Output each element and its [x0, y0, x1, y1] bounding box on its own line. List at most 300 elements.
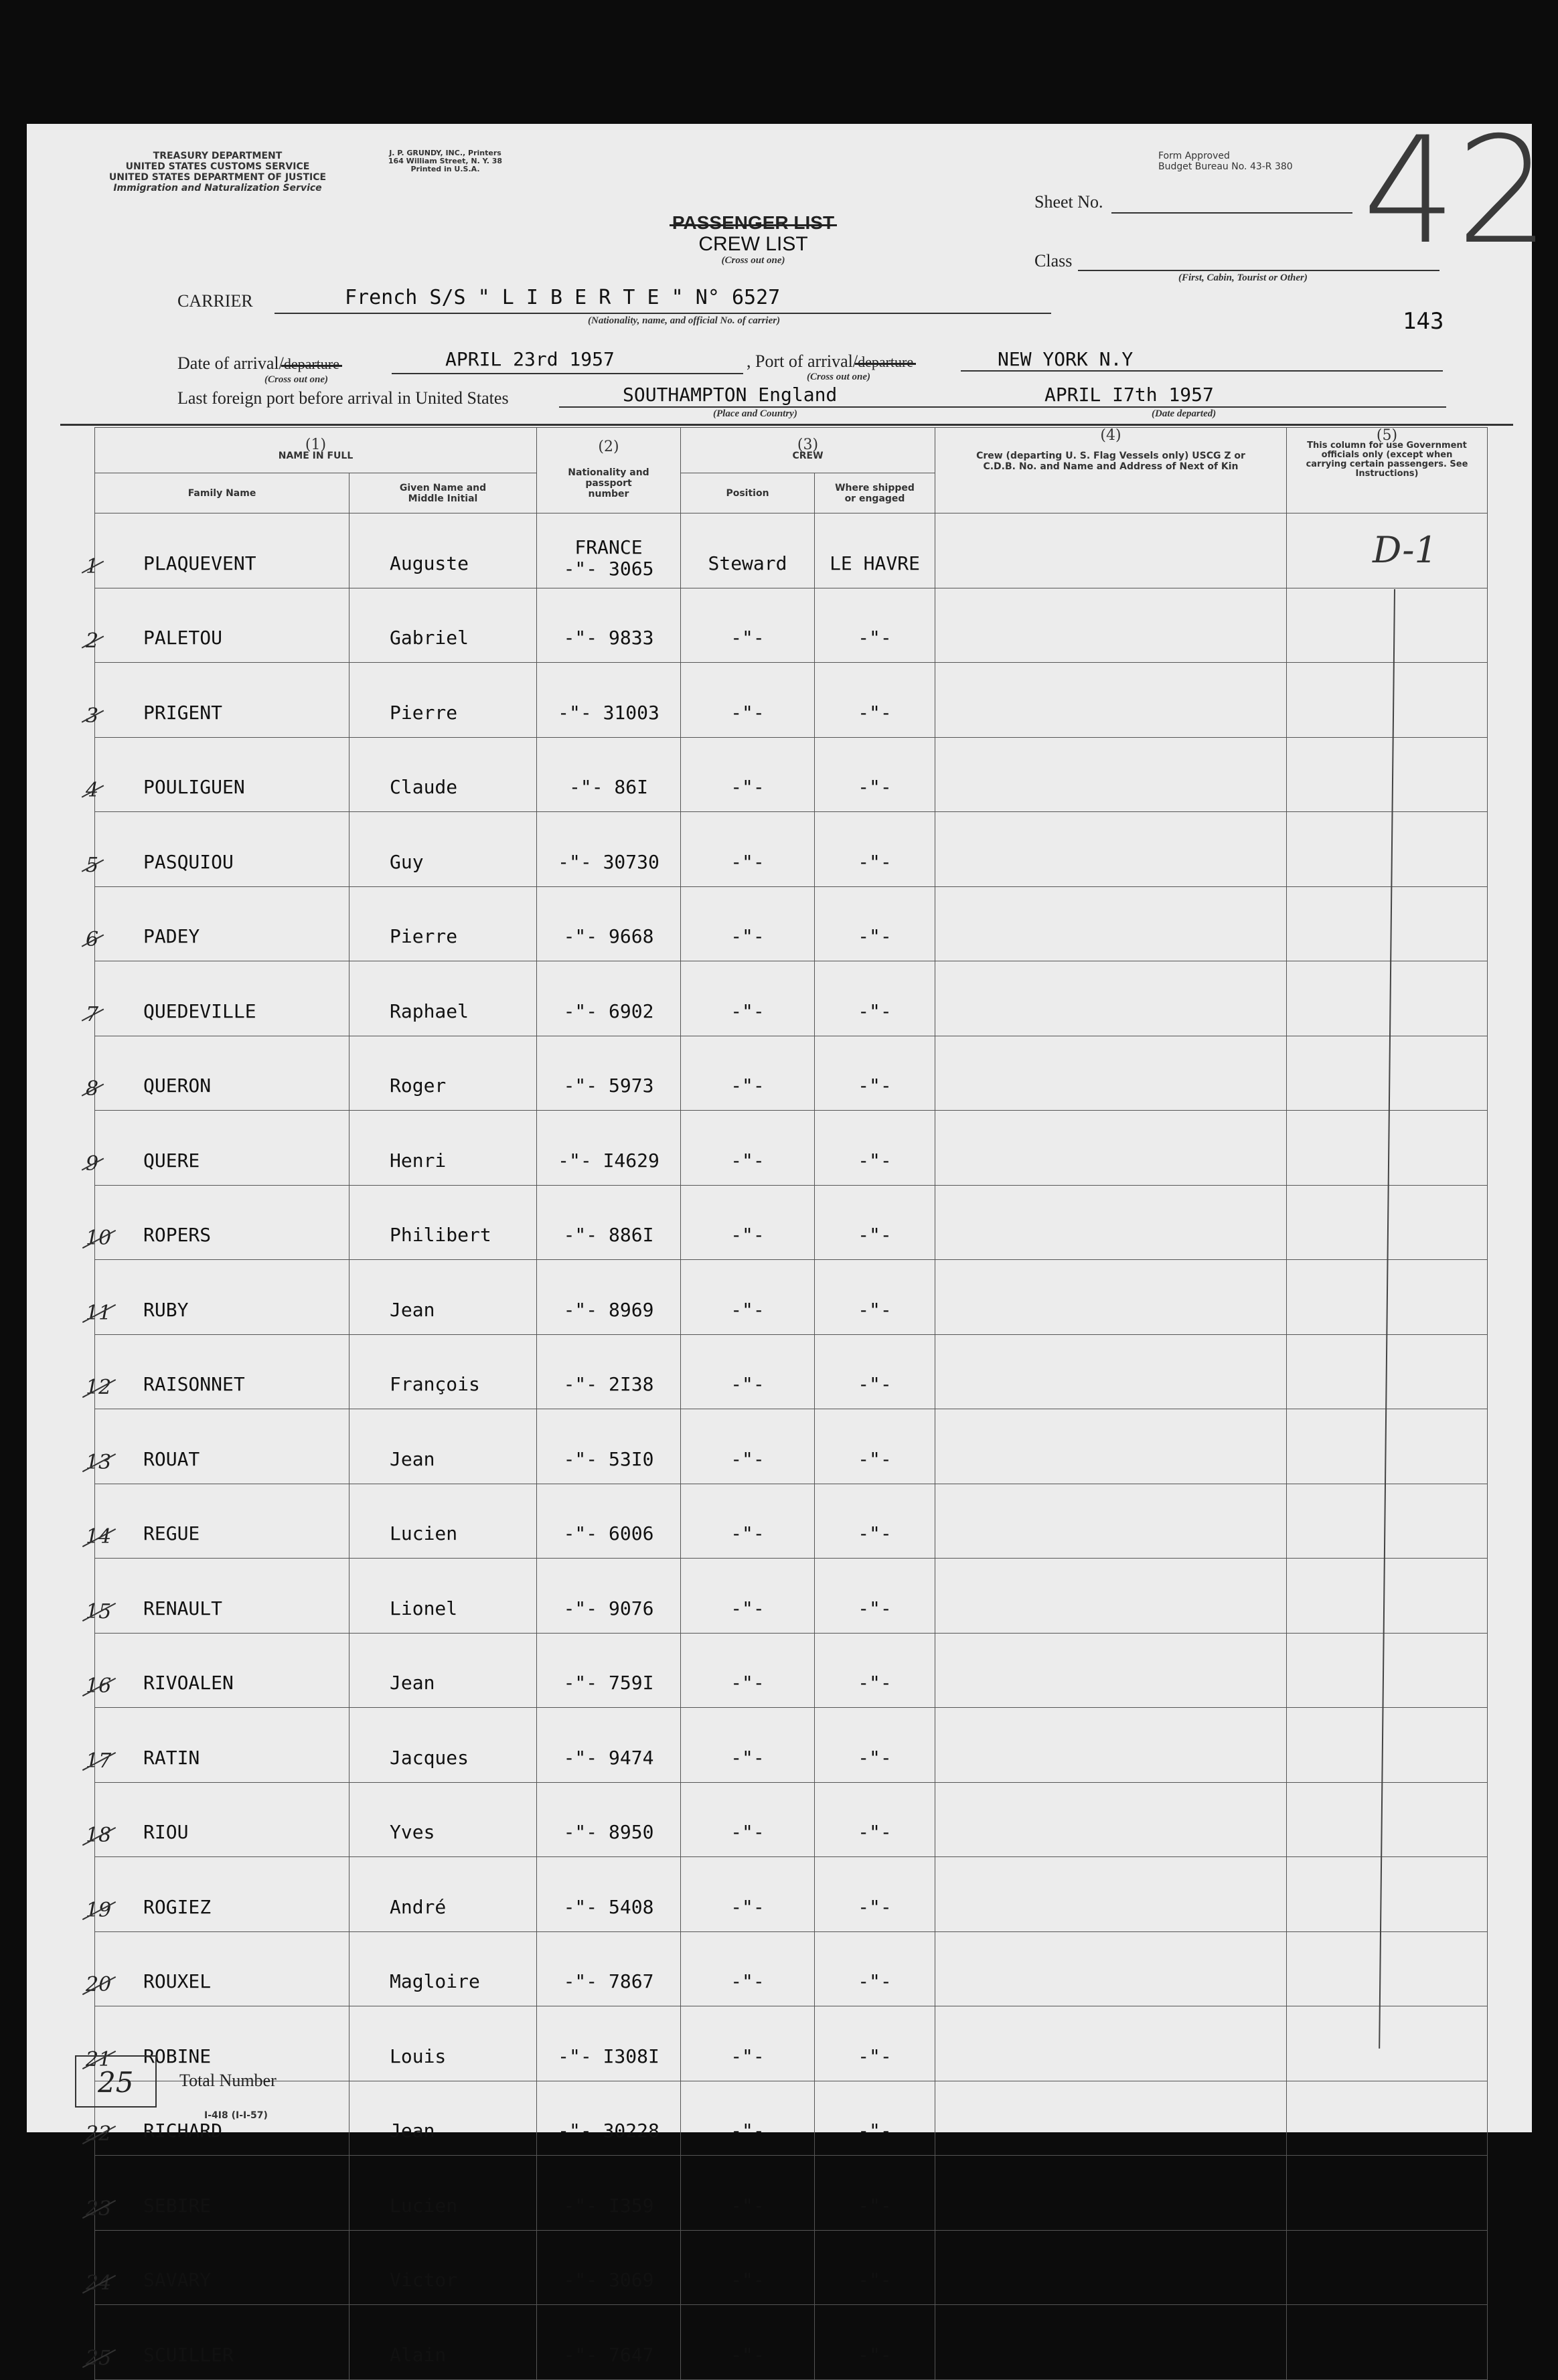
row-number: 24 [86, 2272, 112, 2295]
given-name-cell: Alain [349, 2305, 537, 2380]
family-name: ROBINE [143, 2045, 212, 2067]
passport-number: -"- 7867 [563, 1970, 654, 1992]
col2-num: (2) [598, 438, 619, 455]
position-cell: -"- [681, 886, 815, 961]
cross-out-caption: (Cross out one) [721, 255, 785, 266]
passport-cell [537, 1111, 681, 1186]
family-name-cell [86, 1708, 349, 1783]
position-cell: Steward [681, 513, 815, 588]
passport-number: -"- 31003 [558, 701, 659, 724]
given-name-cell: Jean [349, 1260, 537, 1335]
family-name: RIOU [143, 1821, 189, 1843]
family-name-cell [86, 737, 349, 812]
next-of-kin-cell [935, 1260, 1287, 1335]
position-cell: -"- [681, 737, 815, 812]
passport-number: -"- 30730 [558, 850, 659, 873]
shipped-cell: -"- [815, 886, 935, 961]
passport-number: -"- I359 [563, 2194, 654, 2217]
passport-number: -"- 8950 [563, 1821, 654, 1843]
printer-block [375, 149, 516, 173]
shipped-header-text: Where shipped or engaged [835, 482, 915, 504]
family-name-cell [86, 1559, 349, 1634]
passport-number: -"- 9076 [563, 1597, 654, 1619]
row-number: 22 [86, 2122, 112, 2146]
family-name: SCUILLER [143, 2343, 234, 2366]
table-row [95, 1036, 1488, 1111]
given-name-cell: Lucien [349, 1484, 537, 1559]
table-row [95, 2081, 1488, 2156]
table-row [95, 886, 1488, 961]
total-value: 25 [98, 2066, 134, 2099]
form-approved: Form Approved [1158, 151, 1230, 161]
passport-cell [537, 1559, 681, 1634]
header-rule [60, 424, 1513, 426]
position-cell: -"- [681, 1334, 815, 1409]
last-port-value: SOUTHAMPTON England [623, 384, 838, 406]
officials-cell [1287, 2156, 1488, 2231]
position-cell: -"- [681, 2305, 815, 2380]
passport-cell [537, 2006, 681, 2081]
table-row [95, 1111, 1488, 1186]
nationality: FRANCE [574, 536, 643, 558]
passport-number: -"- 5973 [563, 1075, 654, 1097]
position-cell: -"- [681, 663, 815, 738]
family-name: RUBY [143, 1298, 189, 1321]
passport-number: -"- 759I [563, 1672, 654, 1694]
family-name-cell [86, 1782, 349, 1857]
family-name: PADEY [143, 925, 200, 947]
next-of-kin-cell [935, 1111, 1287, 1186]
next-of-kin-cell [935, 961, 1287, 1036]
passport-cell [537, 2156, 681, 2231]
shipped-cell: -"- [815, 1185, 935, 1260]
passport-cell [537, 2305, 681, 2380]
family-name: PALETOU [143, 627, 223, 649]
family-name-cell [86, 1931, 349, 2006]
next-of-kin-cell [935, 2081, 1287, 2156]
next-of-kin-cell [935, 1857, 1287, 1932]
given-name-cell: Raphael [349, 961, 537, 1036]
passport-cell [537, 1260, 681, 1335]
given-name-cell: Henri [349, 1111, 537, 1186]
printer-line: Printed in U.S.A. [410, 165, 480, 173]
table-row [95, 1782, 1488, 1857]
position-cell: -"- [681, 1633, 815, 1708]
officials-cell [1287, 1111, 1488, 1186]
family-name: REGUE [143, 1522, 200, 1544]
passport-cell [537, 2081, 681, 2156]
given-name-cell: Pierre [349, 886, 537, 961]
position-cell: -"- [681, 588, 815, 663]
passport-cell [537, 1484, 681, 1559]
officials-cell [1287, 663, 1488, 738]
officials-cell [1287, 1559, 1488, 1634]
given-name-header [349, 473, 537, 513]
passport-cell [537, 1334, 681, 1409]
date-value: APRIL 23rd 1957 [445, 348, 615, 370]
family-name: ROGIEZ [143, 1895, 212, 1918]
shipped-cell: -"- [815, 812, 935, 887]
family-name-cell [86, 1857, 349, 1932]
table-row [95, 1185, 1488, 1260]
date-label-text: Date of arrival/ [177, 353, 284, 373]
row-number: 21 [86, 2047, 112, 2071]
row-number: 11 [86, 1301, 112, 1325]
shipped-cell: -"- [815, 2305, 935, 2380]
family-name-cell [86, 588, 349, 663]
officials-cell [1287, 1708, 1488, 1783]
shipped-cell: -"- [815, 737, 935, 812]
family-name: RATIN [143, 1746, 200, 1769]
shipped-cell: -"- [815, 1782, 935, 1857]
family-name-cell [86, 1633, 349, 1708]
passport-number: -"- 9668 [563, 925, 654, 947]
table-row [95, 1559, 1488, 1634]
position-header: Position [681, 473, 815, 513]
position-cell: -"- [681, 1185, 815, 1260]
next-of-kin-cell [935, 812, 1287, 887]
table-row [95, 2006, 1488, 2081]
position-cell: -"- [681, 1111, 815, 1186]
family-name: QUERE [143, 1149, 200, 1172]
row-number: 7 [86, 1002, 99, 1026]
shipped-cell: LE HAVRE [815, 513, 935, 588]
last-port-label: Last foreign port before arrival in United States [177, 388, 509, 408]
total-label: Total Number [179, 2071, 277, 2090]
family-name-cell [86, 1260, 349, 1335]
passport-cell [537, 513, 681, 588]
row-number: 15 [86, 1599, 112, 1623]
col2-title: Nationality and passport number [568, 467, 649, 499]
family-name: PASQUIOU [143, 850, 234, 873]
port-caption: (Cross out one) [807, 372, 871, 382]
carrier-value: French S/S " L I B E R T E " N° 6527 [345, 286, 781, 309]
col4-num: (4) [1100, 427, 1121, 444]
table-row [95, 2230, 1488, 2305]
carrier-label: CARRIER [177, 291, 253, 311]
agency-line: UNITED STATES DEPARTMENT OF JUSTICE [108, 172, 327, 183]
passport-cell [537, 588, 681, 663]
passport-cell [537, 737, 681, 812]
budget-bureau: Budget Bureau No. 43-R 380 [1158, 161, 1293, 172]
date-crossed: departure [283, 355, 339, 372]
given-name-cell: Jean [349, 2081, 537, 2156]
last-port-caption: (Place and Country) [713, 408, 797, 419]
next-of-kin-cell [935, 1185, 1287, 1260]
sheet-number: 42 [1362, 105, 1550, 276]
shipped-cell: -"- [815, 1260, 935, 1335]
family-name-cell [86, 2156, 349, 2231]
agency-block [57, 151, 378, 193]
given-name-cell: Jean [349, 1633, 537, 1708]
officials-cell [1287, 1036, 1488, 1111]
family-name-cell [86, 1111, 349, 1186]
family-name: QUEDEVILLE [143, 1000, 256, 1022]
family-name-cell [86, 1484, 349, 1559]
given-name-cell: François [349, 1334, 537, 1409]
col5-num: (5) [1376, 427, 1398, 444]
port-crossed: departure [858, 353, 914, 370]
family-name-header: Family Name [95, 473, 349, 513]
officials-header [1287, 428, 1488, 513]
row-number: 18 [86, 1824, 112, 1847]
passport-cell [537, 1185, 681, 1260]
table-row [95, 1857, 1488, 1932]
next-of-kin-cell [935, 1559, 1287, 1634]
position-cell: -"- [681, 1260, 815, 1335]
next-of-kin-cell [935, 1484, 1287, 1559]
col1-title: NAME IN FULL [278, 450, 354, 461]
officials-cell [1287, 1782, 1488, 1857]
officials-cell [1287, 961, 1488, 1036]
passport-cell [537, 1409, 681, 1484]
given-name-cell: Louis [349, 2006, 537, 2081]
printer-line: 164 William Street, N. Y. 38 [388, 157, 503, 165]
row-number: 2 [86, 629, 99, 653]
next-of-kin-cell [935, 2006, 1287, 2081]
officials-cell [1287, 1931, 1488, 2006]
table-row [95, 1633, 1488, 1708]
passport-cell [537, 1782, 681, 1857]
family-name-cell [86, 663, 349, 738]
passport-number: -"- 86I [568, 776, 648, 798]
date-line [392, 373, 743, 374]
passport-number: -"- I4629 [558, 1149, 659, 1172]
port-label-text: , [747, 351, 755, 371]
sheet-label: Sheet No. [1034, 192, 1103, 212]
position-cell: -"- [681, 1782, 815, 1857]
passport-number: -"- 8969 [563, 1298, 654, 1321]
next-of-kin-header [935, 428, 1287, 513]
next-of-kin-cell [935, 588, 1287, 663]
officials-cell [1287, 737, 1488, 812]
shipped-cell: -"- [815, 1111, 935, 1186]
family-name-cell [86, 513, 349, 588]
page-number: 143 [1403, 308, 1444, 335]
officials-cell [1287, 2230, 1488, 2305]
passport-cell [537, 1931, 681, 2006]
family-name-cell [86, 2230, 349, 2305]
port-value: NEW YORK N.Y [998, 348, 1134, 370]
shipped-cell: -"- [815, 663, 935, 738]
last-port-line [559, 406, 1008, 408]
family-name: SAVARY [143, 2269, 212, 2291]
agency-line: Immigration and Naturalization Service [113, 183, 322, 193]
table-row [95, 2156, 1488, 2231]
date-label [177, 353, 339, 374]
passport-number: -"- 6902 [563, 1000, 654, 1022]
family-name: PRIGENT [143, 701, 223, 724]
officials-cell [1287, 1409, 1488, 1484]
shipped-cell: -"- [815, 1334, 935, 1409]
next-of-kin-cell [935, 2230, 1287, 2305]
officials-cell [1287, 1857, 1488, 1932]
given-name-cell: Claude [349, 737, 537, 812]
shipped-cell: -"- [815, 1036, 935, 1111]
family-name: RENAULT [143, 1597, 223, 1619]
given-name-cell: Lionel [349, 1559, 537, 1634]
shipped-cell: -"- [815, 1857, 935, 1932]
position-cell: -"- [681, 2156, 815, 2231]
crew-header [681, 428, 935, 473]
header-row-1 [95, 428, 1488, 473]
family-name: PLAQUEVENT [143, 552, 256, 574]
next-of-kin-cell [935, 1334, 1287, 1409]
given-name-cell: André [349, 1857, 537, 1932]
sheet-line [1111, 212, 1352, 214]
row-number: 5 [86, 853, 99, 877]
row-number: 20 [86, 1973, 112, 1996]
row-number: 3 [86, 704, 99, 728]
next-of-kin-cell [935, 1931, 1287, 2006]
row-number: 8 [86, 1077, 99, 1101]
departed-caption: (Date departed) [1152, 408, 1217, 419]
given-name-cell: Guy [349, 812, 537, 887]
date-caption: (Cross out one) [264, 374, 329, 385]
printer-line: J. P. GRUNDY, INC., Printers [389, 149, 501, 157]
row-number: 17 [86, 1749, 112, 1773]
departed-line [984, 406, 1446, 408]
row-number: 4 [86, 779, 99, 802]
given-name-cell: Lucien [349, 2156, 537, 2231]
passport-number: -"- 7647 [563, 2343, 654, 2366]
passport-number: -"- 3065 [563, 557, 654, 580]
family-name: ROPERS [143, 1224, 212, 1246]
table-row [95, 663, 1488, 738]
passport-number: -"- 9833 [563, 627, 654, 649]
shipped-header [815, 473, 935, 513]
column5-mark: D-1 [1373, 529, 1437, 571]
passport-number: -"- 6006 [563, 1522, 654, 1544]
passport-cell [537, 1633, 681, 1708]
passenger-list-crossed: PASSENGER LIST [672, 212, 835, 233]
family-name: ROUXEL [143, 1970, 212, 1992]
family-name-cell [86, 2305, 349, 2380]
family-name: SEBIRE [143, 2194, 212, 2217]
port-label-main: Port of arrival/ [755, 351, 858, 371]
class-caption: (First, Cabin, Tourist or Other) [1178, 272, 1308, 283]
next-of-kin-cell [935, 1782, 1287, 1857]
officials-cell [1287, 2081, 1488, 2156]
family-name: ROUAT [143, 1447, 200, 1470]
given-name-cell: Jean [349, 1409, 537, 1484]
family-name-cell [86, 1334, 349, 1409]
table-row [95, 1409, 1488, 1484]
next-of-kin-cell [935, 513, 1287, 588]
shipped-cell: -"- [815, 1484, 935, 1559]
row-number: 25 [86, 2346, 112, 2370]
officials-cell [1287, 2006, 1488, 2081]
position-cell: -"- [681, 1484, 815, 1559]
given-name-cell: Philibert [349, 1185, 537, 1260]
family-name: QUERON [143, 1075, 212, 1097]
class-label: Class [1034, 251, 1073, 270]
table-row [95, 961, 1488, 1036]
family-name-cell [86, 1409, 349, 1484]
passport-number: -"- 886I [563, 1224, 654, 1246]
shipped-cell: -"- [815, 1931, 935, 2006]
table-row [95, 812, 1488, 887]
name-in-full-header [95, 428, 537, 473]
given-name-cell: Victor [349, 2230, 537, 2305]
shipped-cell: -"- [815, 2081, 935, 2156]
position-cell: -"- [681, 2006, 815, 2081]
class-line [1078, 270, 1439, 271]
family-name-cell [86, 1185, 349, 1260]
form-approved-block [1158, 151, 1293, 172]
officials-cell [1287, 1633, 1488, 1708]
shipped-cell: -"- [815, 1559, 935, 1634]
nationality-header [537, 428, 681, 513]
crew-table [86, 427, 1488, 2380]
passport-cell [537, 1036, 681, 1111]
col3-title: CREW [792, 450, 824, 461]
position-cell: -"- [681, 2230, 815, 2305]
position-cell: -"- [681, 1409, 815, 1484]
passport-cell [537, 663, 681, 738]
table-row [95, 1334, 1488, 1409]
row-number: 23 [86, 2197, 112, 2221]
col1-num: (1) [305, 436, 327, 453]
position-cell: -"- [681, 1931, 815, 2006]
shipped-cell: -"- [815, 1633, 935, 1708]
table-row [95, 513, 1488, 588]
next-of-kin-cell [935, 737, 1287, 812]
position-cell: -"- [681, 1857, 815, 1932]
position-cell: -"- [681, 812, 815, 887]
family-name-cell [86, 1036, 349, 1111]
next-of-kin-cell [935, 1708, 1287, 1783]
passport-cell [537, 1857, 681, 1932]
officials-cell [1287, 812, 1488, 887]
agency-line: UNITED STATES CUSTOMS SERVICE [125, 161, 310, 172]
family-name: POULIGUEN [143, 776, 245, 798]
next-of-kin-cell [935, 2156, 1287, 2231]
officials-cell [1287, 1484, 1488, 1559]
shipped-cell: -"- [815, 961, 935, 1036]
next-of-kin-cell [935, 2305, 1287, 2380]
family-name: RIVOALEN [143, 1672, 234, 1694]
given-name-cell: Magloire [349, 1931, 537, 2006]
next-of-kin-cell [935, 1409, 1287, 1484]
form-code: I-4I8 (I-I-57) [204, 2110, 268, 2121]
row-number: 12 [86, 1376, 112, 1399]
table-row [95, 2305, 1488, 2380]
port-line [961, 370, 1443, 372]
port-label [747, 351, 913, 372]
given-name-cell: Pierre [349, 663, 537, 738]
carrier-caption: (Nationality, name, and official No. of carrier) [588, 315, 781, 326]
row-number: 9 [86, 1152, 99, 1176]
col4-title: Crew (departing U. S. Flag Vessels only) USCG Z or C.D.B. No. and Name and Address of Next of Kin [976, 451, 1245, 472]
col5-title: This column for use Government officials only (except when carrying certain passengers. See Instructions) [1306, 441, 1468, 479]
given-name-cell: Roger [349, 1036, 537, 1111]
family-name-cell [86, 961, 349, 1036]
next-of-kin-cell [935, 886, 1287, 961]
given-name-cell: Auguste [349, 513, 537, 588]
passport-cell [537, 1708, 681, 1783]
passport-number: -"- 53I0 [563, 1447, 654, 1470]
passport-cell [537, 2230, 681, 2305]
row-number: 14 [86, 1525, 112, 1549]
given-name-cell: Yves [349, 1782, 537, 1857]
passport-number: -"- 9474 [563, 1746, 654, 1769]
passport-number: -"- 3069 [563, 2269, 654, 2291]
position-cell: -"- [681, 1708, 815, 1783]
position-cell: -"- [681, 1559, 815, 1634]
passport-cell [537, 886, 681, 961]
position-cell: -"- [681, 2081, 815, 2156]
